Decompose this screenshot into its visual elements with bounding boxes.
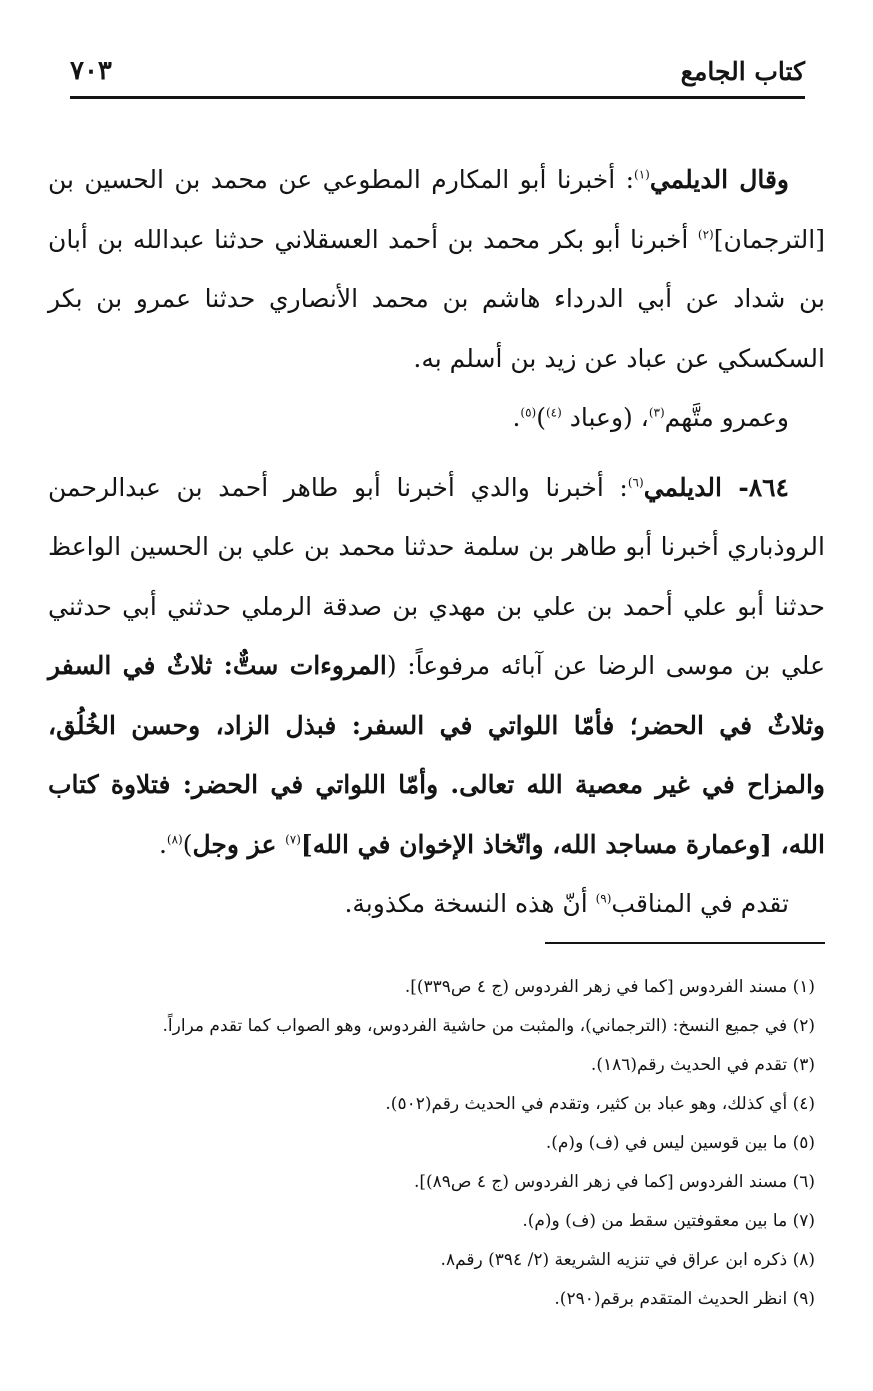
paragraph-dailami-chain <box>48 150 825 388</box>
text-segment: : أخبرنا والدي أخبرنا أبو طاهر أحمد بن عبدالرحمن الروذباري أخبرنا أبو طاهر بن سلمة حدثنا محمد بن علي بن الحسين الواعظ حدثنا أبو علي أحمد بن علي بن مهدي بن صدقة الرملي حدثني أبي حدثني علي بن موسى الرضا عن آبائه مرفوعاً: ( <box>48 472 826 680</box>
text-segment: أنّ هذه النسخة مكذوبة. <box>344 889 596 918</box>
page-number: ٧٠٣ <box>70 56 112 86</box>
footnote-ref: (٩) <box>595 891 612 906</box>
footnote-ref: (١) <box>634 167 650 182</box>
footnote-ref: (٥) <box>520 405 537 420</box>
footnote-item: (١) مسند الفردوس [كما في زهر الفردوس (ج ٤ ص٣٣٩)]. <box>404 977 815 997</box>
paragraph-narrator-note <box>48 388 825 448</box>
footnote-item: (٣) تقدم في الحديث رقم(١٨٦). <box>590 1055 815 1075</box>
text-segment: . <box>512 403 521 432</box>
text-segment: ، (وعباد <box>561 403 649 432</box>
running-title: كتاب الجامع <box>680 56 805 86</box>
paragraph-hadith-864 <box>48 458 825 875</box>
footnote-item: (٢) في جميع النسخ: (الترجماني)، والمثبت من حاشية الفردوس، وهو الصواب كما تقدم مراراً. <box>162 1016 815 1036</box>
footnote-ref: (٦) <box>627 475 644 490</box>
footnote-ref: (٤) <box>545 405 562 420</box>
footnote-ref: (٢) <box>697 227 714 242</box>
text-segment: ) <box>536 403 546 432</box>
footnote-ref: (٧) <box>285 832 301 847</box>
footnote-item: (٩) انظر الحديث المتقدم برقم(٢٩٠). <box>554 1289 815 1309</box>
footnote-item: (٥) ما بين قوسين ليس في (ف) و(م). <box>545 1133 815 1153</box>
footnote-item: (٦) مسند الفردوس [كما في زهر الفردوس (ج ٤ ص٨٩)]. <box>413 1172 815 1192</box>
hadith-matn: المروءات ستٌّ: ثلاثٌ في السفر وثلاثٌ في الحضر؛ فأمّا اللواتي في السفر: فبذل الزاد، وحسن الخُلُق، والمزاح في غير معصية الله تعالى. وأمّا اللواتي في الحضر: فتلاوة كتاب الله، [وعمارة مساجد الله، واتّخاذ الإخوان في الله] <box>48 651 825 859</box>
text-segment: تقدم في المناقب <box>611 889 789 918</box>
text-segment: ) <box>182 829 193 859</box>
hadith-matn-end: عز وجل <box>192 829 286 859</box>
speaker-name: وقال الديلمي <box>649 165 790 194</box>
footnote-item: (٧) ما بين معقوفتين سقط من (ف) و(م). <box>522 1211 815 1231</box>
footnote-separator <box>545 942 825 944</box>
text-segment: وعمرو متَّهم <box>664 403 789 432</box>
paragraph-closing-note <box>48 874 825 934</box>
hadith-number: ٨٦٤- الديلمي <box>643 472 789 502</box>
footnote-item: (٨) ذكره ابن عراق في تنزيه الشريعة (٢/ ٣٩٤) رقم٨. <box>440 1250 815 1270</box>
main-text <box>48 150 825 934</box>
footnote-item: (٤) أي كذلك، وهو عباد بن كثير، وتقدم في الحديث رقم(٥٠٢). <box>385 1094 815 1114</box>
footnote-ref: (٨) <box>166 832 183 847</box>
footnotes-list <box>60 968 815 1319</box>
text-segment: . <box>158 829 167 859</box>
text-segment: أخبرنا أبو بكر محمد بن أحمد العسقلاني حدثنا عبدالله بن أبان بن شداد عن أبي الدرداء هاشم بن محمد الأنصاري حدثنا عمرو بن بكر السكسكي عن عباد عن زيد بن أسلم به. <box>48 224 825 373</box>
running-header <box>70 46 805 99</box>
footnote-ref: (٣) <box>648 405 665 420</box>
text-segment: : أخبرنا أبو المكارم المطوعي عن محمد بن الحسين بن [الترجمان] <box>48 165 825 254</box>
